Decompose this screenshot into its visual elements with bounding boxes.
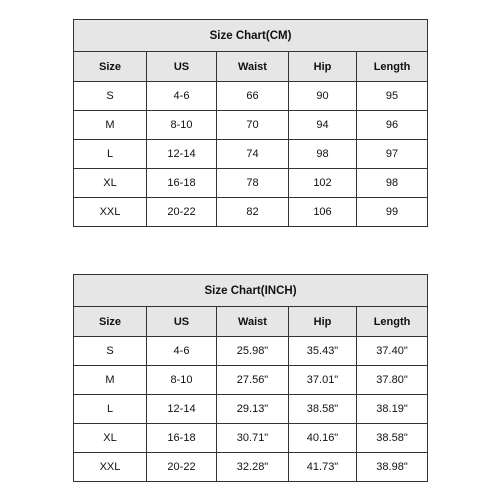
cell-us: 12-14 xyxy=(147,140,217,169)
column-header-us: US xyxy=(147,52,217,82)
cell-hip: 38.58" xyxy=(289,395,357,424)
cell-length: 37.40" xyxy=(357,337,428,366)
cell-hip: 41.73" xyxy=(289,453,357,482)
cell-us: 4-6 xyxy=(147,337,217,366)
cell-size: XL xyxy=(74,424,147,453)
cell-length: 38.98" xyxy=(357,453,428,482)
column-header-hip: Hip xyxy=(289,307,357,337)
cell-waist: 74 xyxy=(217,140,289,169)
table-row xyxy=(74,198,428,227)
column-header-size: Size xyxy=(74,52,147,82)
cell-hip: 106 xyxy=(289,198,357,227)
cell-us: 20-22 xyxy=(147,198,217,227)
table-title-row xyxy=(74,275,428,307)
table-row xyxy=(74,111,428,140)
cell-size: XL xyxy=(74,169,147,198)
table-title-row xyxy=(74,20,428,52)
cell-waist: 82 xyxy=(217,198,289,227)
table-title: Size Chart(CM) xyxy=(74,20,428,52)
cell-hip: 102 xyxy=(289,169,357,198)
cell-hip: 94 xyxy=(289,111,357,140)
cell-size: XXL xyxy=(74,453,147,482)
table-row xyxy=(74,424,428,453)
column-header-length: Length xyxy=(357,52,428,82)
cell-waist: 25.98" xyxy=(217,337,289,366)
cell-waist: 32.28" xyxy=(217,453,289,482)
cell-hip: 98 xyxy=(289,140,357,169)
cell-hip: 90 xyxy=(289,82,357,111)
cell-hip: 40.16" xyxy=(289,424,357,453)
table-header-row xyxy=(74,52,428,82)
size-chart-cm-table xyxy=(73,19,428,227)
cell-us: 16-18 xyxy=(147,169,217,198)
table-row xyxy=(74,366,428,395)
cell-size: M xyxy=(74,111,147,140)
cell-length: 37.80" xyxy=(357,366,428,395)
cell-waist: 78 xyxy=(217,169,289,198)
cell-length: 99 xyxy=(357,198,428,227)
cell-waist: 70 xyxy=(217,111,289,140)
cell-us: 8-10 xyxy=(147,111,217,140)
cell-us: 12-14 xyxy=(147,395,217,424)
cell-waist: 27.56" xyxy=(217,366,289,395)
cell-size: S xyxy=(74,337,147,366)
cell-us: 16-18 xyxy=(147,424,217,453)
column-header-size: Size xyxy=(74,307,147,337)
cell-size: M xyxy=(74,366,147,395)
table-row xyxy=(74,453,428,482)
size-chart-inch-table xyxy=(73,274,428,482)
cell-us: 8-10 xyxy=(147,366,217,395)
table-row xyxy=(74,140,428,169)
cell-hip: 37.01" xyxy=(289,366,357,395)
cell-waist: 66 xyxy=(217,82,289,111)
column-header-waist: Waist xyxy=(217,307,289,337)
table-row xyxy=(74,337,428,366)
cell-size: L xyxy=(74,395,147,424)
table-row xyxy=(74,82,428,111)
cell-us: 4-6 xyxy=(147,82,217,111)
cell-length: 97 xyxy=(357,140,428,169)
cell-waist: 29.13" xyxy=(217,395,289,424)
cell-hip: 35.43" xyxy=(289,337,357,366)
cell-length: 98 xyxy=(357,169,428,198)
column-header-hip: Hip xyxy=(289,52,357,82)
cell-length: 95 xyxy=(357,82,428,111)
table-title: Size Chart(INCH) xyxy=(74,275,428,307)
cell-size: XXL xyxy=(74,198,147,227)
cell-size: S xyxy=(74,82,147,111)
cell-waist: 30.71" xyxy=(217,424,289,453)
table-row xyxy=(74,395,428,424)
table-row xyxy=(74,169,428,198)
table-header-row xyxy=(74,307,428,337)
cell-us: 20-22 xyxy=(147,453,217,482)
cell-size: L xyxy=(74,140,147,169)
column-header-length: Length xyxy=(357,307,428,337)
column-header-waist: Waist xyxy=(217,52,289,82)
column-header-us: US xyxy=(147,307,217,337)
cell-length: 96 xyxy=(357,111,428,140)
cell-length: 38.58" xyxy=(357,424,428,453)
cell-length: 38.19" xyxy=(357,395,428,424)
